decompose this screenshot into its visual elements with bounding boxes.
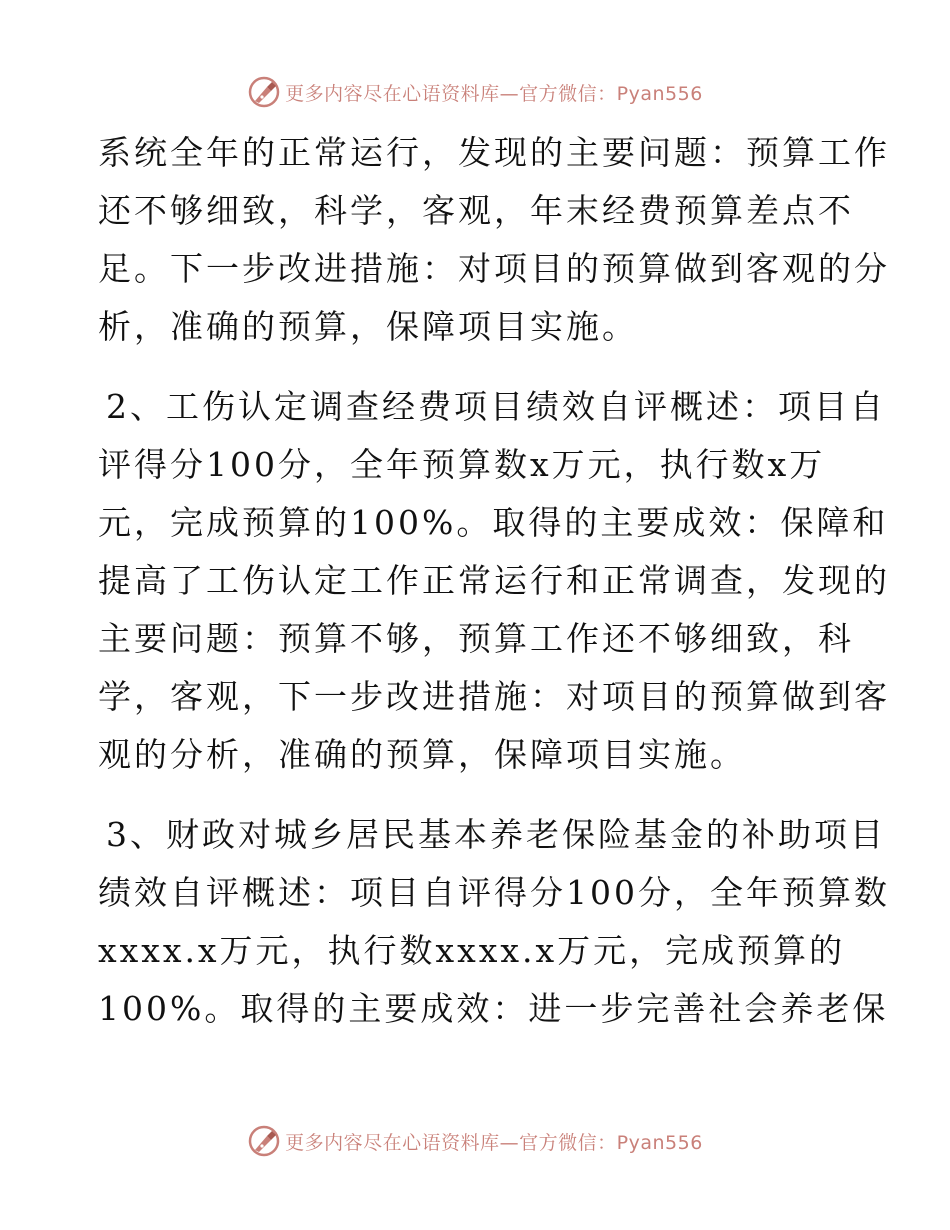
footer-watermark (0, 1121, 950, 1161)
text-line: 观的分析，准确的预算，保障项目实施。 (98, 735, 746, 774)
text-line: 评得分100分，全年预算数x万元，执行数x万 (98, 445, 826, 484)
text-line: 还不够细致，科学，客观，年末经费预算差点不 (98, 191, 854, 230)
text-line: 100%。取得的主要成效：进一步完善社会养老保 (98, 989, 889, 1028)
watermark-text: 更多内容尽在心语资料库—官方微信：Pyan556 (285, 1131, 703, 1154)
paragraph-3 (98, 806, 890, 1038)
text-line: 足。下一步改进措施：对项目的预算做到客观的分 (98, 249, 890, 288)
text-line: 3、财政对城乡居民基本养老保险基金的补助项目 (106, 815, 886, 854)
text-line: 提高了工伤认定工作正常运行和正常调查，发现的 (98, 561, 890, 600)
paragraph-2 (98, 378, 890, 784)
text-line: xxxx.x万元，执行数xxxx.x万元，完成预算的 (98, 931, 846, 970)
text-line: 2、工伤认定调查经费项目绩效自评概述：项目自 (106, 387, 886, 426)
text-line: 主要问题：预算不够，预算工作还不够细致，科 (98, 619, 854, 658)
text-line: 系统全年的正常运行，发现的主要问题：预算工作 (98, 133, 890, 172)
text-line: 学，客观，下一步改进措施：对项目的预算做到客 (98, 677, 890, 716)
text-line: 元，完成预算的100%。取得的主要成效：保障和 (98, 503, 889, 542)
document-body (98, 124, 890, 1038)
paragraph-1 (98, 124, 890, 356)
watermark-text: 更多内容尽在心语资料库—官方微信：Pyan556 (285, 82, 703, 105)
text-line: 析，准确的预算，保障项目实施。 (98, 307, 638, 346)
text-line: 绩效自评概述：项目自评得分100分，全年预算数 (98, 873, 890, 912)
header-watermark (0, 72, 950, 112)
pen-nib-logo-icon (247, 75, 281, 109)
pen-nib-logo-icon (247, 1124, 281, 1158)
